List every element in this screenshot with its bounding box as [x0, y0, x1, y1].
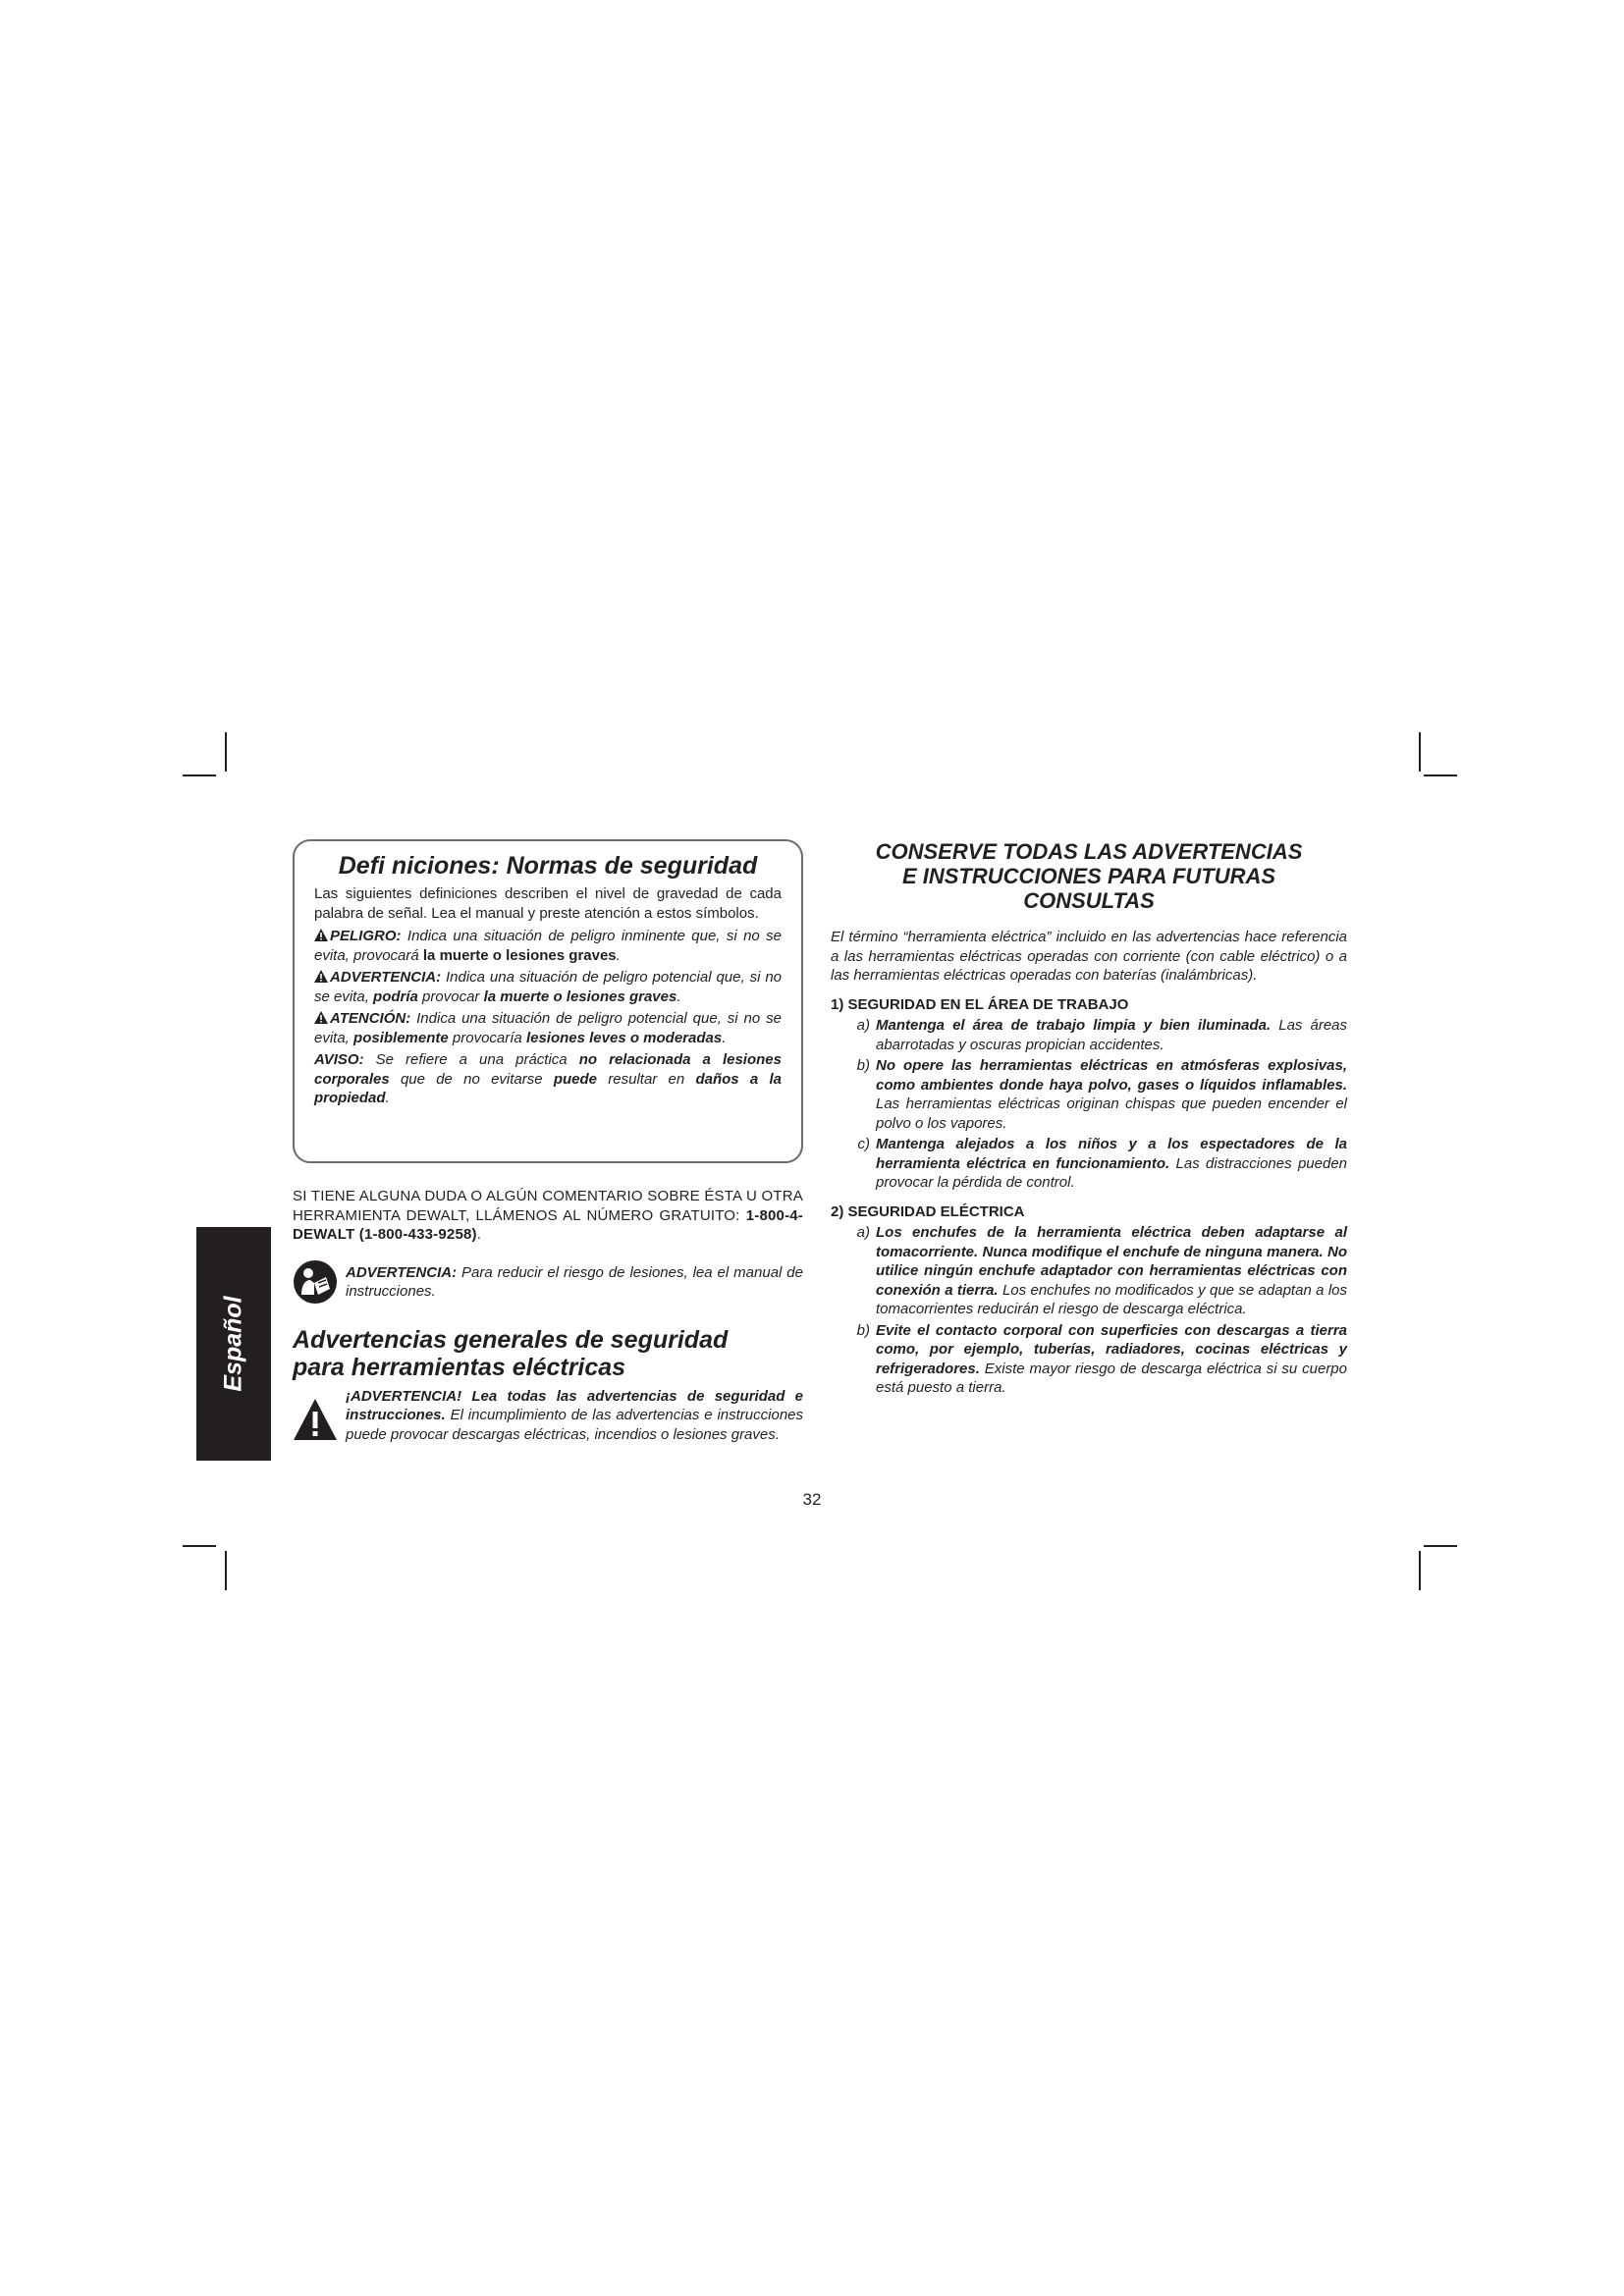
peligro-label: PELIGRO: [330, 928, 402, 944]
language-tab [196, 1227, 271, 1461]
advertencia-label: ADVERTENCIA: [330, 969, 442, 986]
crop-mark [1424, 774, 1457, 776]
list-item-body [876, 1321, 1347, 1398]
contact-phone: 1-800-4-DEWALT (1-800-433-9258) [293, 1206, 803, 1243]
warning-triangle-icon [314, 1011, 328, 1024]
language-tab-label: Español [219, 1296, 247, 1392]
contact-info: SI TIENE ALGUNA DUDA O ALGÚN COMENTARIO SOBRE ÉSTA U OTRA HERRAMIENTA DEWALT, LLÁMENOS AL NÚMERO GRATUITO: 1-800-4-DEWALT (1-800-433-9258). [293, 1188, 803, 1243]
list-item-bold: Mantenga alejados a los niños y a los espectadores de la herramienta eléctrica en funcionamiento. [876, 1136, 1347, 1172]
list-item-body [876, 1016, 1347, 1054]
crop-mark [1419, 1551, 1421, 1590]
electrical-list [831, 1223, 1347, 1398]
warning-triangle-icon [314, 970, 328, 983]
general-warnings-title: Advertencias generales de seguridad para herramientas eléctricas [293, 1325, 729, 1381]
manual-warning [293, 1259, 803, 1305]
definitions-title: Defi niciones: Normas de seguridad [338, 852, 758, 880]
definition-advertencia: ADVERTENCIA: Indica una situación de peligro potencial que, si no se evita, podría provocar la muerte o lesiones graves. [314, 969, 782, 1005]
list-item-body [876, 1135, 1347, 1193]
list-item-text: Existe mayor riesgo de descarga eléctrica si su cuerpo está puesto a tierra. [876, 1360, 1347, 1396]
definition-aviso: AVISO: Se refiere a una práctica no relacionada a lesiones corporales que de no evitarse puede resultar en daños a la propiedad. [314, 1051, 782, 1106]
list-item-bold: Evite el contacto corporal con superficies con descargas a tierra como, por ejemplo, tuberías, radiadores, cocinas eléctricas y refrigeradores. [876, 1321, 1347, 1377]
list-item-text: Las áreas abarrotadas y oscuras propician accidentes. [876, 1017, 1348, 1053]
list-item-body [876, 1223, 1347, 1319]
atencion-label: ATENCIÓN: [330, 1010, 411, 1027]
crop-mark [1424, 1545, 1457, 1547]
list-item-text: Las distracciones pueden provocar la pérdida de control. [876, 1154, 1347, 1191]
right-column [831, 839, 1347, 1400]
crop-mark [1419, 732, 1421, 772]
left-column [293, 839, 803, 1444]
list-item [831, 1056, 1347, 1133]
list-item-text: Las herramientas eléctricas originan chispas que pueden encender el polvo o los vapores. [876, 1095, 1347, 1132]
general-warning-text: ¡ADVERTENCIA! Lea todas las advertencias de seguridad e instrucciones. El incumplimiento de las advertencias e instrucciones puede provocar descargas eléctricas, incendios o lesiones graves. [346, 1387, 803, 1443]
list-item [831, 1135, 1347, 1193]
manual-warning-text: ADVERTENCIA: Para reducir el riesgo de lesiones, lea el manual de instrucciones. [346, 1263, 803, 1300]
list-item [831, 1016, 1347, 1054]
conserve-title: CONSERVE TODAS LAS ADVERTENCIAS E INSTRUCCIONES PARA FUTURAS CONSULTAS [875, 839, 1303, 913]
work-area-list [831, 1016, 1347, 1193]
definitions-box [293, 839, 803, 1163]
list-item-letter: b) [856, 1321, 870, 1339]
warning-triangle-icon [314, 929, 328, 941]
list-item-letter: c) [857, 1136, 870, 1152]
power-tool-intro: El término “herramienta eléctrica” incluido en las advertencias hace referencia a las herramientas eléctricas operadas con corriente (con cable eléctrico) o a las herramientas eléctricas operadas con baterías (inalámbricas). [831, 929, 1347, 984]
list-item-letter: a) [856, 1224, 870, 1241]
list-item [831, 1321, 1347, 1398]
definition-atencion: ATENCIÓN: Indica una situación de peligro potencial que, si no se evita, posiblemente provocaría lesiones leves o moderadas. [314, 1010, 782, 1046]
crop-mark [225, 1551, 227, 1590]
read-manual-icon [293, 1259, 338, 1305]
list-item-text: Los enchufes no modificados y que se adaptan a los tomacorrientes reducirán el riesgo de descarga eléctrica. [876, 1281, 1347, 1317]
list-item [831, 1223, 1347, 1319]
crop-mark [225, 732, 227, 772]
definitions-intro: Las siguientes definiciones describen el nivel de gravedad de cada palabra de señal. Lea el manual y preste atención a estos símbolos. [314, 885, 782, 922]
general-warning [293, 1387, 803, 1445]
warning-triangle-icon [293, 1397, 338, 1442]
list-item-letter: a) [856, 1017, 870, 1034]
crop-mark [183, 1545, 216, 1547]
list-item-letter: b) [856, 1057, 870, 1074]
list-item-bold: No opere las herramientas eléctricas en atmósferas explosivas, como ambientes donde haya polvo, gases o líquidos inflamables. [876, 1057, 1347, 1094]
list-item-bold: Mantenga el área de trabajo limpia y bien iluminada. [876, 1017, 1272, 1034]
definition-peligro: PELIGRO: Indica una situación de peligro inminente que, si no se evita, provocará la muerte o lesiones graves. [314, 928, 782, 964]
list-item-body [876, 1056, 1347, 1133]
list-item-bold: Los enchufes de la herramienta eléctrica deben adaptarse al tomacorriente. Nunca modifique el enchufe de ninguna manera. No utilice ningún enchufe adaptador con herramientas eléctricas con conexión a tierra. [876, 1224, 1347, 1299]
work-area-heading: 1) SEGURIDAD EN EL ÁREA DE TRABAJO [831, 995, 1129, 1013]
crop-mark [183, 774, 216, 776]
page-number: 32 [802, 1490, 822, 1509]
electrical-heading: 2) SEGURIDAD ELÉCTRICA [831, 1202, 1025, 1220]
aviso-label: AVISO: [314, 1051, 364, 1068]
